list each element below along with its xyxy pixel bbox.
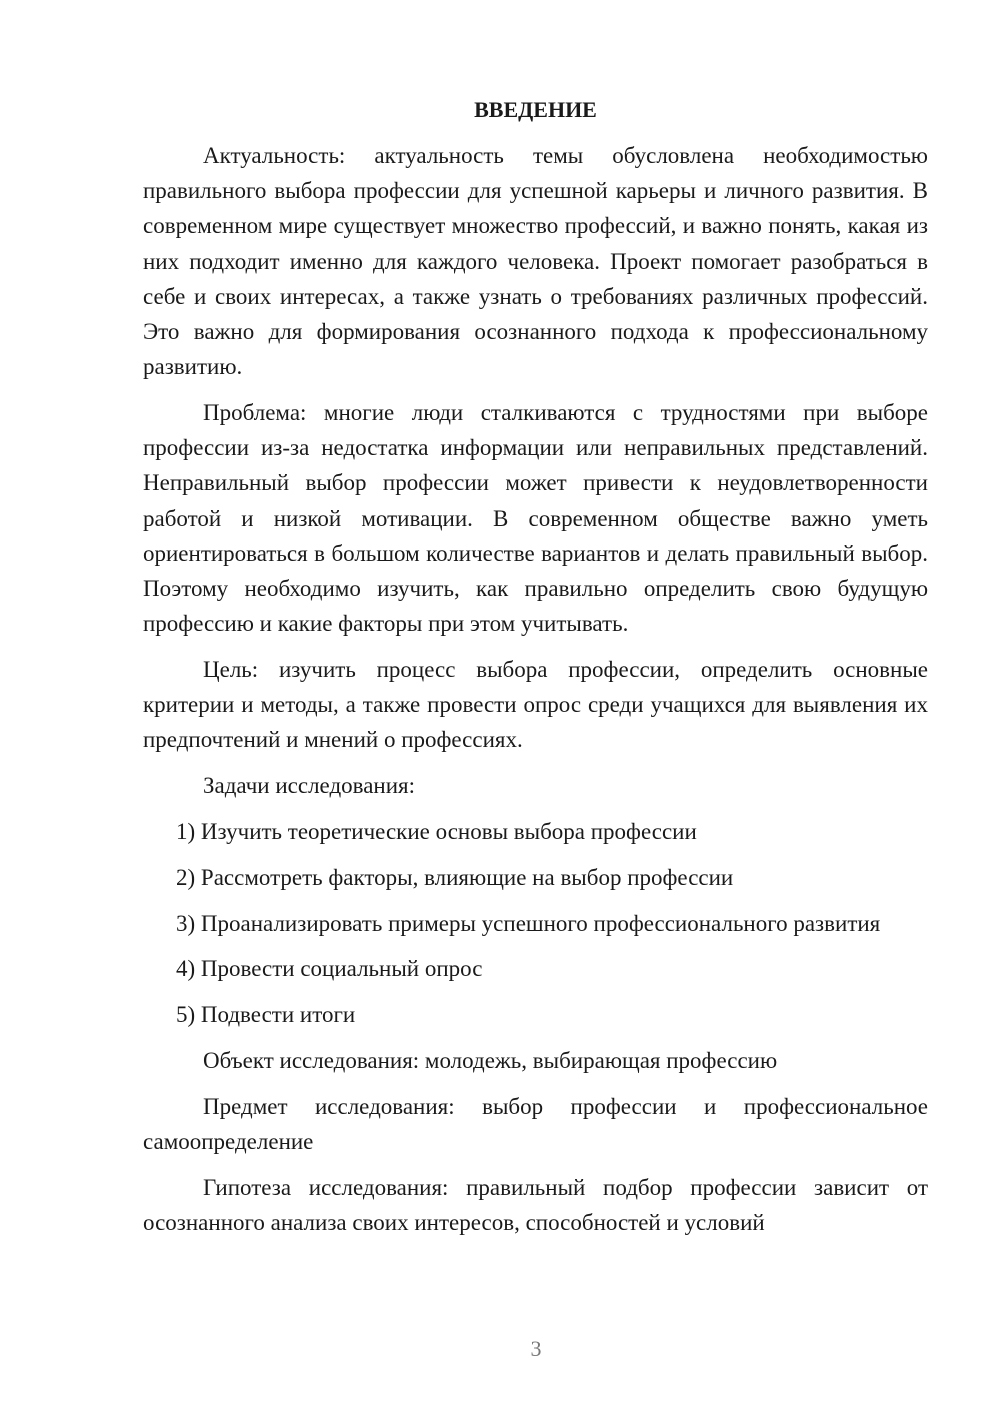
paragraph-hypothesis: Гипотеза исследования: правильный подбор профессии зависит от осознанного анализа своих интересов, способностей и условий [143, 1174, 928, 1236]
task-item-4: 4) Провести социальный опрос [176, 956, 483, 982]
paragraph-tasks-heading: Задачи исследования: [203, 773, 416, 799]
paragraph-relevance: Актуальность: актуальность темы обусловлена необходимостью правильного выбора профессии для успешной карьеры и личного развития. В современном мире существует множество профессий, и важно понять, какая из них подходит именно для каждого человека. Проект помогает разобраться в себе и своих интересах, а также узнать о требованиях различных профессий. Это важно для формирования осознанного подхода к профессиональному развитию. [143, 143, 928, 380]
task-item-2: 2) Рассмотреть факторы, влияющие на выбор профессии [176, 864, 734, 890]
paragraph-goal: Цель: изучить процесс выбора профессии, определить основные критерии и методы, а также провести опрос среди учащихся для выявления их предпочтений и мнений о профессиях. [143, 657, 928, 753]
section-title: ВВЕДЕНИЕ [474, 97, 597, 122]
paragraph-subject: Предмет исследования: выбор профессии и профессиональное самоопределение [143, 1093, 928, 1155]
document-body [143, 92, 928, 1251]
paragraph-object: Объект исследования: молодежь, выбирающая профессию [203, 1048, 778, 1074]
task-item-3: 3) Проанализировать примеры успешного профессионального развития [176, 910, 881, 936]
page-number: 3 [530, 1336, 542, 1361]
paragraph-problem: Проблема: многие люди сталкиваются с трудностями при выборе профессии из-за недостатка информации или неправильных представлений. Неправильный выбор профессии может привести к неудовлетворенности работой и низкой мотивации. В современном обществе важно уметь ориентироваться в большом количестве вариантов и делать правильный выбор. Поэтому необходимо изучить, как правильно определить свою будущую профессию и какие факторы при этом учитывать. [143, 400, 928, 637]
task-item-5: 5) Подвести итоги [176, 1002, 356, 1028]
task-item-1: 1) Изучить теоретические основы выбора профессии [176, 819, 697, 845]
